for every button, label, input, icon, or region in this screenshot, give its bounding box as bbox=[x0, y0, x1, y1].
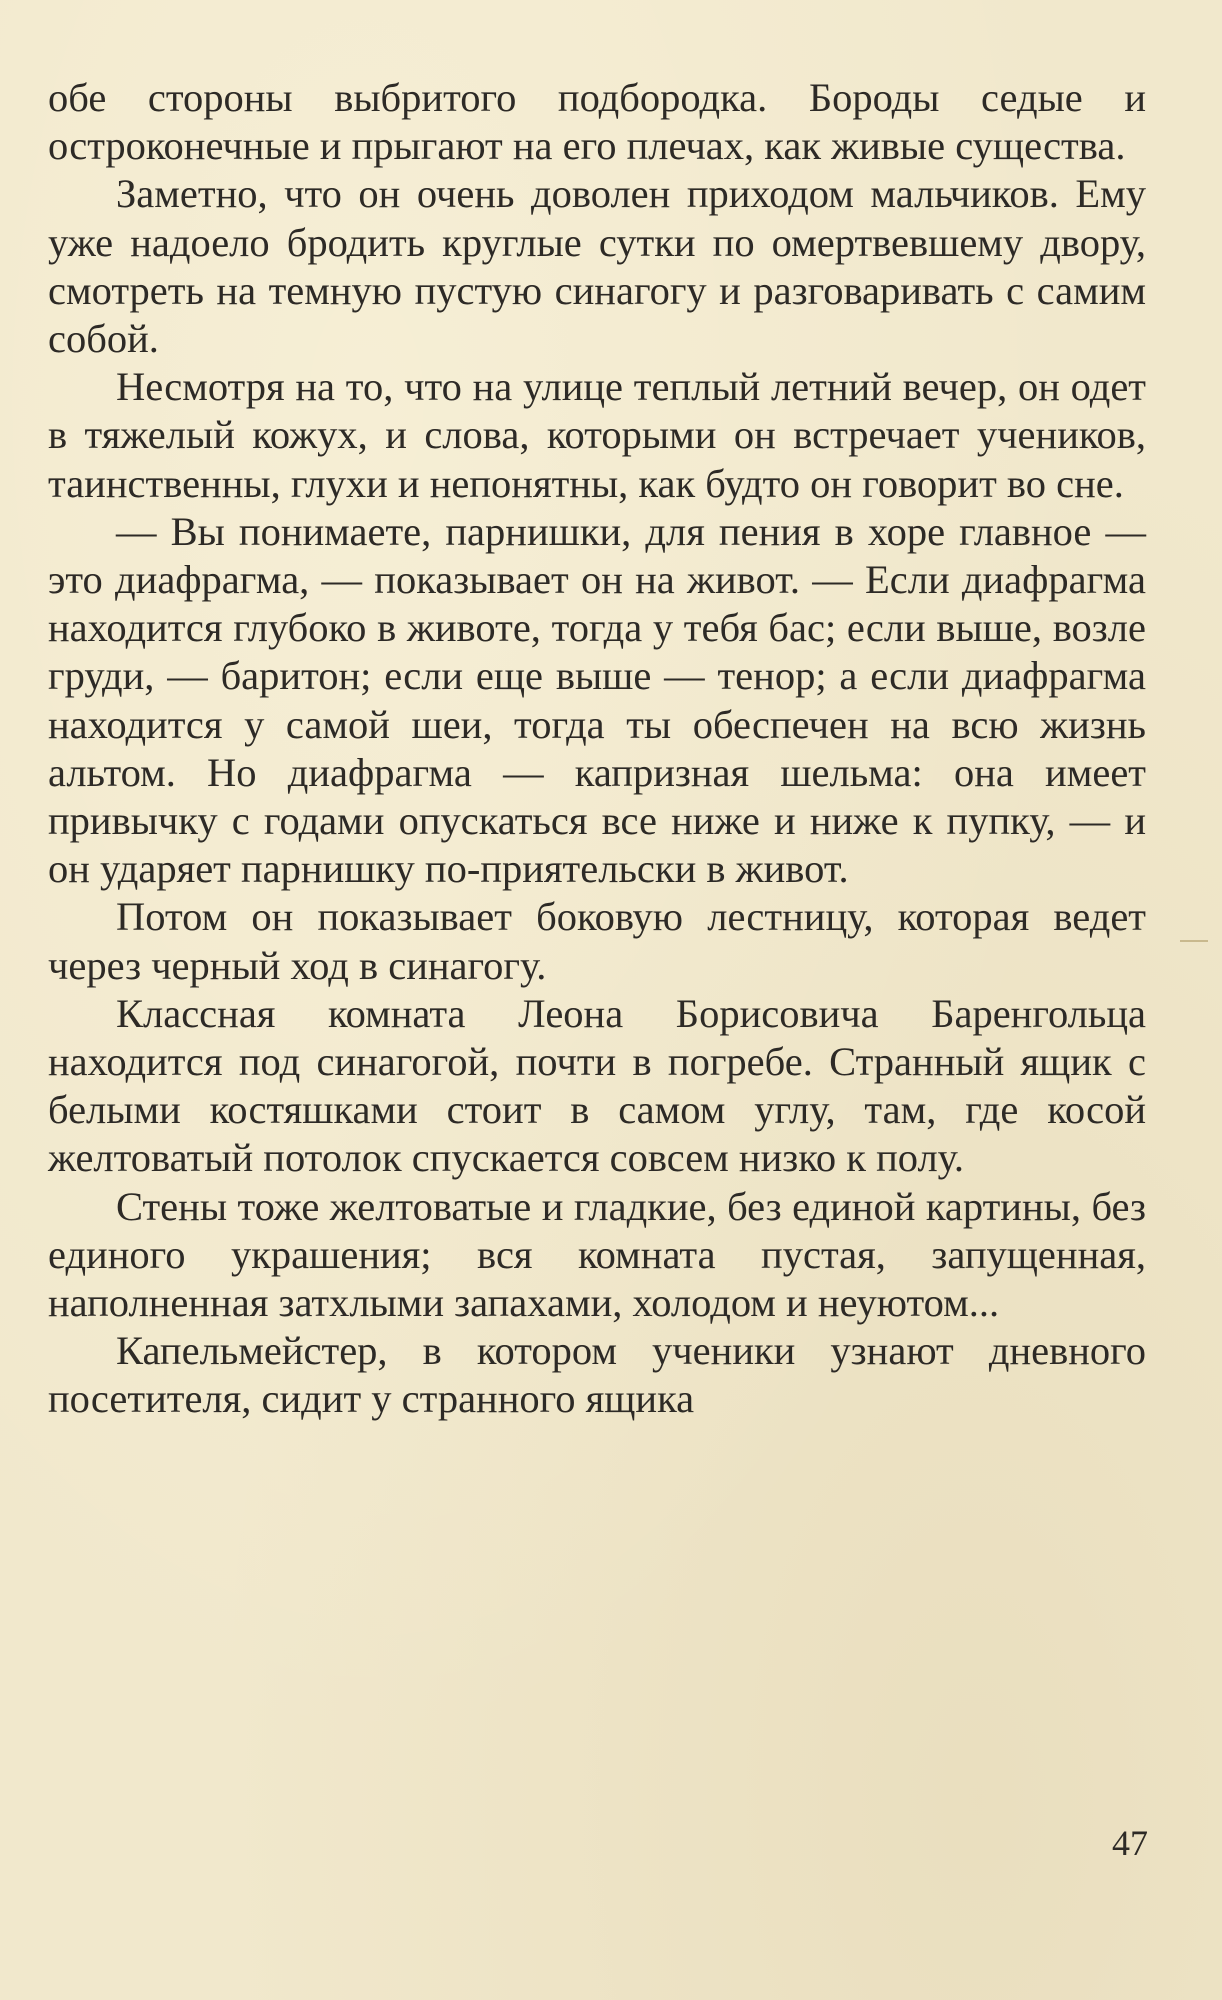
paragraph-7: Стены тоже желтоватые и гладкие, без единой картины, без единого украшения; вся комната пустая, запущенная, наполненная затхлыми запахами, холодом и неуютом... bbox=[48, 1183, 1146, 1326]
margin-mark bbox=[1180, 940, 1208, 942]
page-text bbox=[48, 74, 1146, 1424]
paragraph-5: Потом он показывает боковую лестницу, которая ведет через черный ход в синагогу. bbox=[48, 894, 1146, 988]
paragraph-4: — Вы понимаете, парнишки, для пения в хоре главное — это диафрагма, — показывает он на живот. — Если диафрагма находится глубоко в животе, тогда у тебя бас; если выше, возле груди, — баритон; если еще выше — тенор; а если диафрагма находится у самой шеи, тогда ты обеспечен на всю жизнь альтом. Но диафрагма — капризная шельма: она имеет привычку с годами опускаться все ниже и ниже к пупку, — и он ударяет парнишку по-приятельски в живот. bbox=[48, 508, 1146, 892]
paragraph-6: Классная комната Леона Борисовича Баренгольца находится под синагогой, почти в погребе. Странный ящик с белыми костяшками стоит в самом углу, там, где косой желтоватый потолок спускается совсем низко к полу. bbox=[48, 990, 1146, 1181]
paragraph-1: обе стороны выбритого подбородка. Бороды седые и остроконечные и прыгают на его плечах, как живые существа. bbox=[48, 75, 1146, 169]
paragraph-8: Капельмейстер, в котором ученики узнают дневного посетителя, сидит у странного ящика bbox=[48, 1328, 1146, 1422]
paragraph-2: Заметно, что он очень доволен приходом мальчиков. Ему уже надоело бродить круглые сутки по омертвевшему двору, смотреть на темную пустую синагогу и разговаривать с самим собой. bbox=[48, 171, 1146, 362]
page-number: 47 bbox=[1112, 1823, 1148, 1863]
paragraph-3: Несмотря на то, что на улице теплый летний вечер, он одет в тяжелый кожух, и слова, которыми он встречает учеников, таинственны, глухи и непонятны, как будто он говорит во сне. bbox=[48, 364, 1146, 506]
